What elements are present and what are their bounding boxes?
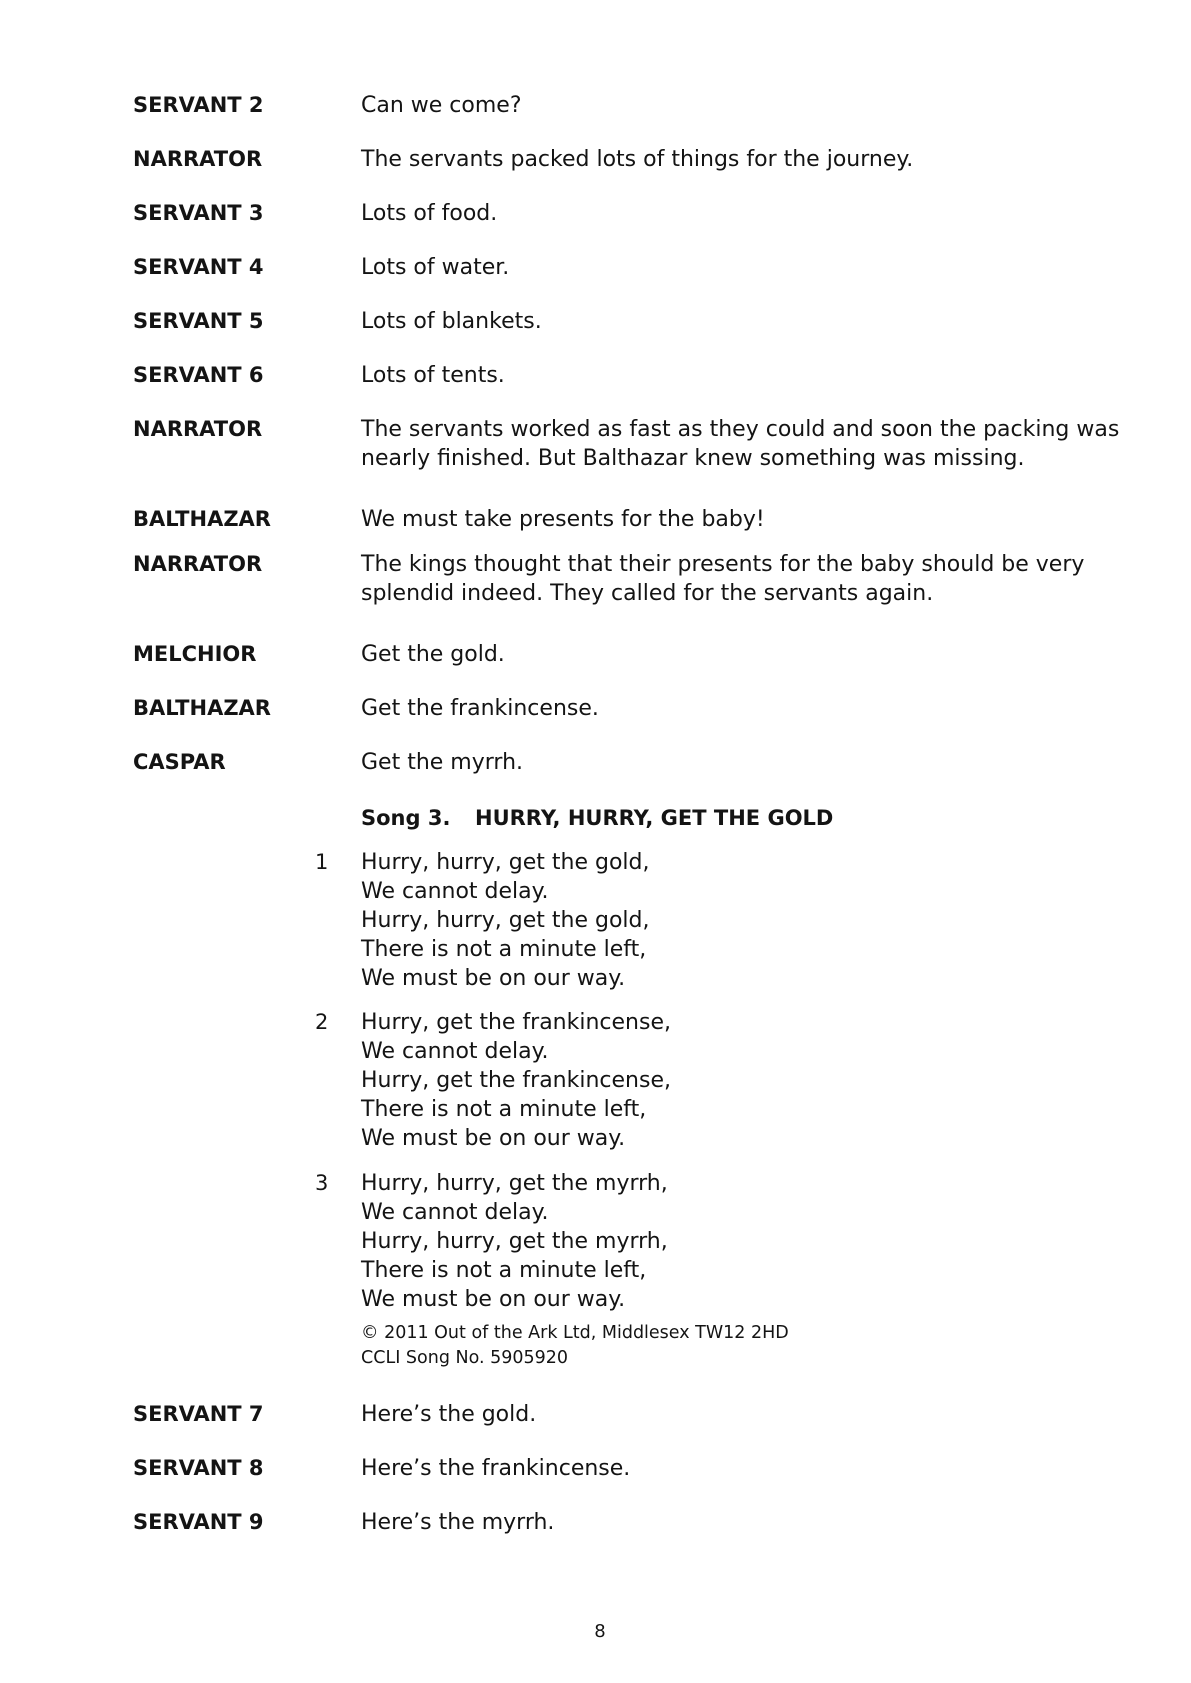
dialogue-text: Get the frankincense. [361,696,599,721]
speaker-name: CASPAR [133,750,226,774]
dialogue-line [361,91,1101,120]
lyric-line: We must be on our way. [361,1287,626,1312]
dialogue-text: Get the gold. [361,642,505,667]
dialogue-line [361,253,1101,282]
dialogue-line [361,1400,1101,1429]
speaker-name: NARRATOR [133,147,263,171]
lyric-line: We must be on our way. [361,966,626,991]
lyric-line: Hurry, get the frankincense, [361,1010,671,1035]
dialogue-line [361,748,1101,777]
dialogue-line [361,361,1101,390]
verse-lyrics [361,1008,671,1153]
dialogue-text: We must take presents for the baby! [361,507,765,532]
speaker-name: SERVANT 6 [133,363,264,387]
song-copyright [361,1321,789,1371]
speaker-name: SERVANT 9 [133,1510,264,1534]
dialogue-line [361,199,1101,228]
dialogue-text: The servants worked as fast as they could and soon the packing was [361,417,1120,442]
lyric-line: There is not a minute left, [361,1258,647,1283]
song-number-label: Song 3. [361,806,451,830]
speaker-name: NARRATOR [133,552,263,576]
lyric-line: There is not a minute left, [361,1097,647,1122]
dialogue-line [361,145,1101,174]
verse-number: 1 [315,850,329,874]
dialogue-line [361,694,1101,723]
song-title: HURRY, HURRY, GET THE GOLD [475,806,834,830]
dialogue-line [361,1508,1101,1537]
speaker-name: BALTHAZAR [133,507,271,531]
dialogue-text: Lots of food. [361,201,498,226]
dialogue-line [361,1454,1101,1483]
dialogue-line [361,640,1101,669]
dialogue-line [361,415,1120,473]
verse-lyrics [361,848,650,993]
speaker-name: SERVANT 8 [133,1456,264,1480]
dialogue-text: Lots of water. [361,255,510,280]
lyric-line: We cannot delay. [361,1039,549,1064]
verse-lyrics [361,1169,668,1314]
dialogue-text: splendid indeed. They called for the servants again. [361,581,934,606]
dialogue-text: nearly finished. But Balthazar knew something was missing. [361,446,1025,471]
dialogue-line [361,307,1101,336]
lyric-line: Hurry, hurry, get the myrrh, [361,1171,668,1196]
song-heading [361,804,833,833]
lyric-line: Hurry, hurry, get the gold, [361,850,650,875]
lyric-line: We must be on our way. [361,1126,626,1151]
dialogue-text: Here’s the frankincense. [361,1456,631,1481]
dialogue-text: Can we come? [361,93,522,118]
speaker-name: SERVANT 5 [133,309,264,333]
speaker-name: SERVANT 2 [133,93,264,117]
copyright-line: CCLI Song No. 5905920 [361,1348,569,1368]
lyric-line: There is not a minute left, [361,937,647,962]
dialogue-line [361,550,1101,608]
lyric-line: We cannot delay. [361,1200,549,1225]
lyric-line: Hurry, hurry, get the gold, [361,908,650,933]
lyric-line: Hurry, get the frankincense, [361,1068,671,1093]
speaker-name: SERVANT 7 [133,1402,264,1426]
dialogue-text: Get the myrrh. [361,750,524,775]
speaker-name: SERVANT 3 [133,201,264,225]
dialogue-text: The servants packed lots of things for the journey. [361,147,914,172]
speaker-name: NARRATOR [133,417,263,441]
lyric-line: We cannot delay. [361,879,549,904]
dialogue-line [361,505,1101,534]
lyric-line: Hurry, hurry, get the myrrh, [361,1229,668,1254]
verse-number: 2 [315,1010,329,1034]
dialogue-text: Here’s the gold. [361,1402,537,1427]
speaker-name: BALTHAZAR [133,696,271,720]
dialogue-text: The kings thought that their presents for the baby should be very [361,552,1085,577]
dialogue-text: Lots of blankets. [361,309,542,334]
page-number: 8 [594,1621,606,1642]
copyright-line: © 2011 Out of the Ark Ltd, Middlesex TW12 2HD [361,1323,789,1343]
speaker-name: SERVANT 4 [133,255,264,279]
verse-number: 3 [315,1171,329,1195]
dialogue-text: Lots of tents. [361,363,505,388]
dialogue-text: Here’s the myrrh. [361,1510,555,1535]
speaker-name: MELCHIOR [133,642,257,666]
